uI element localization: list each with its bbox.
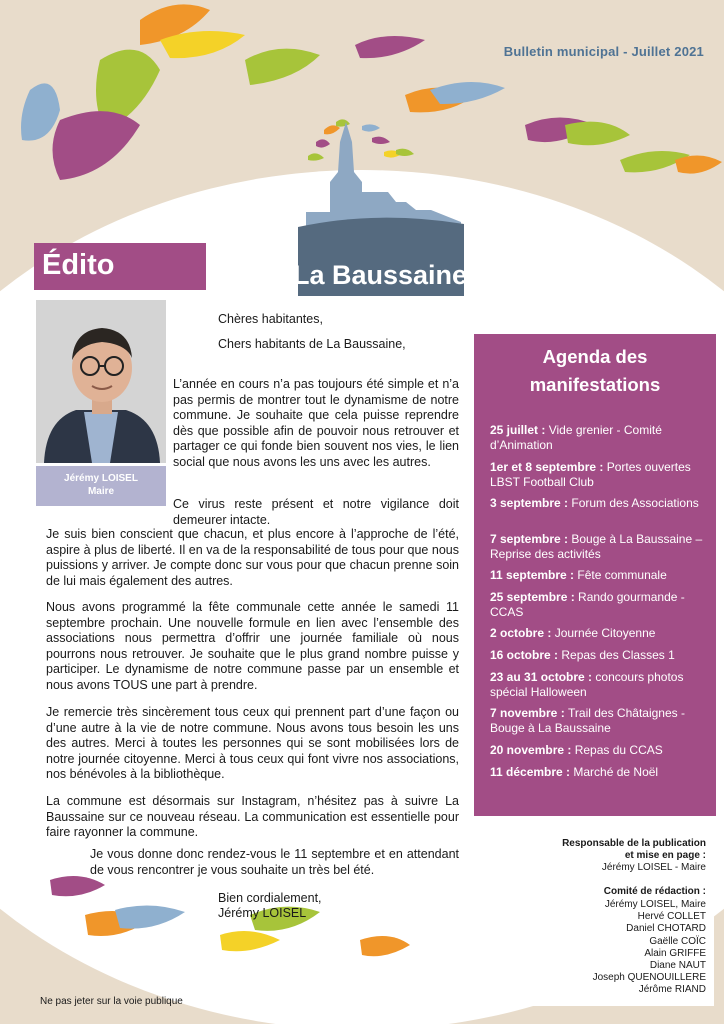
agenda-item-separator: : bbox=[562, 765, 574, 779]
agenda-item-separator: : bbox=[596, 460, 607, 474]
agenda-item-date: 25 juillet bbox=[490, 423, 539, 437]
edito-banner bbox=[34, 243, 206, 290]
agenda-item bbox=[490, 532, 708, 562]
comite-title: Comité de rédaction : bbox=[603, 886, 706, 897]
agenda-item bbox=[490, 626, 708, 641]
edito-paragraph-3: Nous avons programmé la fête communale cette année le samedi 11 septembre prochain. Une nouvelle formule en lien avec l’ensemble des associations nous permettra d’offrir une journée familiale où nous pourrons nous retrouver. Je souhaite que le plus grand nombre puisse y participer. Le dynamisme de notre commune passe par un ensemble et nous avons TOUS une part à prendre. bbox=[46, 600, 459, 692]
agenda-item-event: Marché de Noël bbox=[573, 765, 659, 779]
closing-1: Bien cordialement, bbox=[218, 891, 322, 905]
publication-credits bbox=[518, 830, 714, 1006]
footer-note: Ne pas jeter sur la voie publique bbox=[40, 996, 183, 1007]
agenda-item-separator: : bbox=[566, 568, 578, 582]
agenda-item-date: 1er et 8 septembre bbox=[490, 460, 597, 474]
agenda-item-separator: : bbox=[564, 743, 575, 757]
agenda-item bbox=[490, 743, 708, 758]
agenda-item-event: concours photos spécial Halloween bbox=[490, 670, 684, 699]
agenda-item-event: Vide grenier - Comité d’Animation bbox=[490, 423, 662, 452]
comite-member: Alain GRIFFE bbox=[644, 947, 706, 959]
agenda-item-date: 7 septembre bbox=[490, 532, 561, 546]
agenda-item bbox=[490, 590, 708, 620]
agenda-title: Agenda des manifestations bbox=[529, 346, 661, 395]
comite-member: Joseph QUENOUILLERE bbox=[592, 972, 706, 984]
agenda-item-date: 2 octobre bbox=[490, 626, 545, 640]
agenda-item-separator: : bbox=[544, 626, 555, 640]
agenda-item-event: Trail des Châtaignes - Bouge à La Baussaine bbox=[490, 706, 685, 735]
agenda-item bbox=[490, 765, 708, 780]
agenda-item-separator: : bbox=[560, 532, 572, 546]
mayor-role: Maire bbox=[87, 486, 115, 497]
mayor-photo bbox=[36, 300, 166, 463]
agenda-item-separator: : bbox=[560, 496, 572, 510]
comite-member: Diane NAUT bbox=[649, 960, 706, 971]
agenda-item bbox=[490, 568, 708, 583]
agenda-item bbox=[490, 423, 708, 453]
bulletin-header: Bulletin municipal - Juillet 2021 bbox=[503, 44, 704, 59]
agenda-item bbox=[490, 648, 708, 663]
agenda-item-date: 16 octobre bbox=[490, 648, 551, 662]
greeting-2: Chers habitants de La Baussaine, bbox=[218, 337, 406, 351]
edito-paragraph-4: Je remercie très sincèrement tous ceux qui prennent part d’une façon ou d’une autre à la vie de notre commune. Nous avons tous besoin les uns des autres. Merci à toutes les personnes qui se sont mobilisées lors de notre journée citoyenne. Merci à tous ceux qui font vivre nos associations, nos bénévoles à la bibliothèque. bbox=[46, 705, 459, 781]
edito-paragraph-2a: Ce virus reste présent et notre vigilance doit demeurer intacte. bbox=[173, 497, 459, 527]
agenda-item bbox=[490, 706, 708, 736]
agenda-item-separator: : bbox=[584, 670, 596, 684]
mayor-caption bbox=[36, 466, 166, 506]
comite-member: Jérôme RIAND bbox=[638, 984, 706, 996]
agenda-item-event: Bouge à La Baussaine – Reprise des activités bbox=[490, 532, 703, 561]
agenda-item-event: Portes ouvertes LBST Football Club bbox=[490, 460, 691, 489]
agenda-item-separator: : bbox=[557, 706, 569, 720]
agenda-item-event: Forum des Associations bbox=[571, 496, 699, 510]
logo-leaves bbox=[308, 119, 414, 160]
agenda-item bbox=[490, 496, 708, 511]
agenda-item-date: 11 septembre bbox=[490, 568, 567, 582]
mayor-name: Jérémy LOISEL bbox=[64, 473, 138, 484]
agenda-item bbox=[490, 670, 708, 700]
agenda-item-separator: : bbox=[550, 648, 562, 662]
resp-name: Jérémy LOISEL - Maire bbox=[601, 862, 706, 873]
comite-member: Gaëlle COÏC bbox=[649, 935, 706, 947]
la-baussaine-logo bbox=[296, 112, 464, 296]
resp-title-2: et mise en page : bbox=[624, 850, 706, 861]
edito-paragraph-6: Je vous donne donc rendez-vous le 11 septembre et en attendant de vous rencontrer je vous souhaite un très bel été. bbox=[90, 847, 459, 877]
agenda-item-date: 7 novembre bbox=[490, 706, 558, 720]
edito-title: Édito bbox=[42, 249, 115, 281]
edito-paragraph-5: La commune est désormais sur Instagram, n’hésitez pas à suivre La Baussaine sur ce nouveau réseau. La communication est essentielle pour faire rayonner la commune. bbox=[46, 794, 459, 839]
agenda-item-date: 11 décembre bbox=[490, 765, 563, 779]
agenda-item-event: Fête communale bbox=[577, 568, 667, 582]
logo-text: La Baussaine bbox=[296, 260, 464, 290]
closing-signature: Jérémy LOISEL bbox=[218, 906, 307, 920]
agenda-panel bbox=[474, 334, 716, 816]
agenda-item-event: Repas du CCAS bbox=[574, 743, 663, 757]
agenda-item-date: 3 septembre bbox=[490, 496, 561, 510]
agenda-item-date: 23 au 31 octobre bbox=[490, 670, 585, 684]
agenda-item-event: Journée Citoyenne bbox=[554, 626, 656, 640]
agenda-item-separator: : bbox=[538, 423, 549, 437]
agenda-item-date: 25 septembre bbox=[490, 590, 568, 604]
comite-member: Hervé COLLET bbox=[637, 911, 706, 923]
agenda-item-event: Rando gourmande - CCAS bbox=[490, 590, 685, 619]
agenda-item-date: 20 novembre bbox=[490, 743, 565, 757]
agenda-item-event: Repas des Classes 1 bbox=[561, 648, 675, 662]
comite-member: Jérémy LOISEL, Maire bbox=[604, 899, 706, 910]
agenda-item-separator: : bbox=[567, 590, 579, 604]
comite-member: Daniel CHOTARD bbox=[626, 923, 706, 935]
agenda-item bbox=[490, 460, 708, 490]
edito-paragraph-2b: Je suis bien conscient que chacun, et plus encore à l’approche de l’été, aspire à plus de liberté. Il en va de la responsabilité de tous pour que nous puissions y arriver. Je compte donc sur vous pour que chacun prenne soin de lui mais également des autres. bbox=[46, 527, 459, 588]
greeting-1: Chères habitantes, bbox=[218, 312, 323, 326]
edito-paragraph-1: L’année en cours n’a pas toujours été simple et n’a pas permis de montrer tout le dynamisme de notre commune. Je souhaite que cela puisse reprendre dès que possible afin de pouvoir nous retrouver et partager ce qui fonde bien souvent nos vies, le lien social que nous avons les uns avec les autres. bbox=[173, 377, 459, 469]
resp-title-1: Responsable de la publication bbox=[562, 838, 706, 849]
